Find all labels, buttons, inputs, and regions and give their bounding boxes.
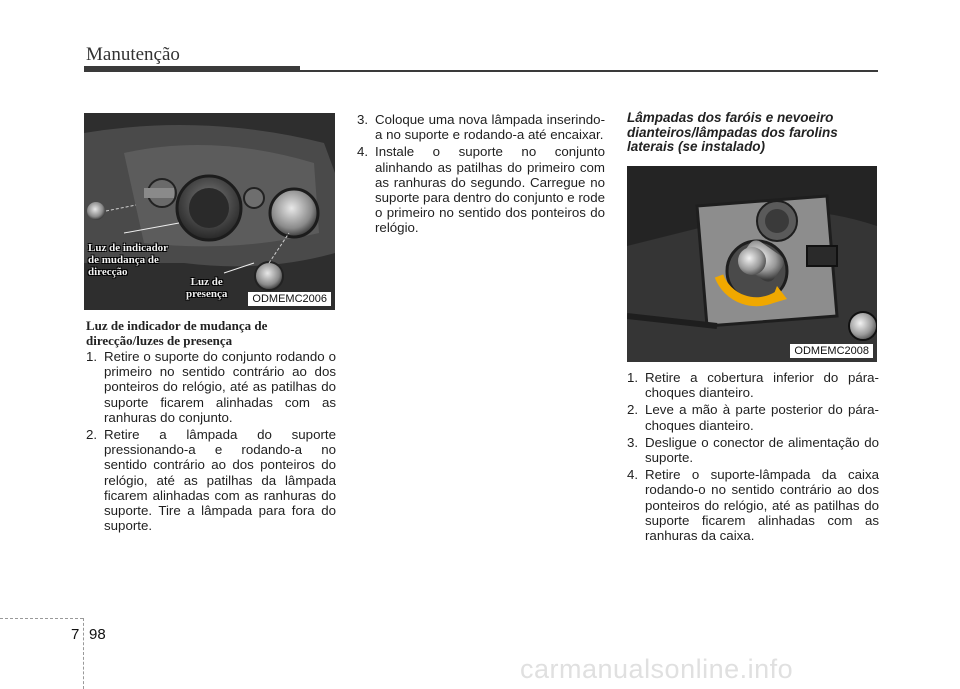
- callout-position-lamp: Luz de presença: [186, 276, 228, 300]
- list-item: [86, 427, 336, 533]
- step-text: Instale o suporte no conjunto alinhando as patilhas do primeiro com as ranhuras do segundo. Carregue no suporte para dentro do conjunto e rode o primeiro no sentido dos ponteiros do relógio.: [375, 144, 605, 236]
- step-number: 3.: [627, 434, 639, 450]
- list-item: [627, 467, 879, 543]
- step-text: Retire a cobertura inferior do pára-choques dianteiro.: [645, 370, 879, 401]
- section-title: Manutenção: [86, 44, 180, 65]
- step-number: 3.: [357, 112, 369, 127]
- bulb-removal-illustration: [627, 166, 877, 362]
- header-rule-thin: [300, 70, 878, 72]
- step-number: 1.: [86, 349, 98, 364]
- list-item: [86, 349, 336, 425]
- footer-rule-horizontal: [0, 618, 83, 619]
- list-item: [357, 112, 605, 142]
- footer-rule-vertical: [83, 618, 84, 689]
- step-number: 4.: [357, 144, 369, 160]
- col3-step-list: [627, 370, 879, 545]
- header-rule-thick: [84, 66, 300, 72]
- list-item: [627, 435, 879, 465]
- figure-code: ODMEMC2006: [248, 292, 331, 306]
- headlamp-section-heading: Lâmpadas dos faróis e nevoeiro dianteiros/lâmpadas dos farolins laterais (se instalado): [627, 110, 838, 154]
- step-text: Retire o suporte-lâmpada da caixa rodando-o no sentido contrário ao dos ponteiros do relógio, até as patilhas do suporte ficarem alinhadas com as ranhuras da caixa.: [645, 467, 879, 544]
- page-number: 98: [89, 626, 106, 643]
- step-text: Retire o suporte do conjunto rodando o primeiro no sentido contrário ao dos ponteiros do relógio, até as patilhas do suporte ficarem alinhadas com as ranhuras do conjunto.: [104, 349, 336, 425]
- step-number: 2.: [627, 402, 639, 418]
- watermark-text: carmanualsonline.info: [520, 654, 794, 684]
- step-text: Leve a mão à parte posterior do pára-choques dianteiro.: [645, 402, 879, 433]
- step-number: 1.: [627, 370, 639, 385]
- col2-step-list: [357, 112, 605, 238]
- step-text: Retire a lâmpada do suporte pressionando-a e rodando-a no sentido contrário ao dos ponteiros do relógio, até as patilhas da lâmpada ficarem alinhadas com as ranhuras do suporte. Tire a lâmpada para fora do suporte.: [104, 427, 336, 534]
- list-item: [627, 370, 879, 400]
- step-text: Desligue o conector de alimentação do suporte.: [645, 434, 879, 466]
- list-item: [627, 402, 879, 432]
- col1-step-list: [86, 349, 336, 535]
- step-text: Coloque uma nova lâmpada inserindo-a no suporte e rodando-a até encaixar.: [375, 112, 605, 143]
- chapter-number: 7: [71, 626, 80, 643]
- list-item: [357, 144, 605, 235]
- turn-signal-heading: Luz de indicador de mudança de direcção/luzes de presença: [86, 318, 268, 348]
- headlamp-bulb-figure: [627, 166, 877, 362]
- step-number: 4.: [627, 467, 639, 483]
- headlamp-assembly-figure: [84, 113, 335, 310]
- callout-turn-signal-lamp: Luz de indicador de mudança de direcção: [88, 242, 169, 278]
- figure-code: ODMEMC2008: [790, 344, 873, 358]
- step-number: 2.: [86, 427, 98, 443]
